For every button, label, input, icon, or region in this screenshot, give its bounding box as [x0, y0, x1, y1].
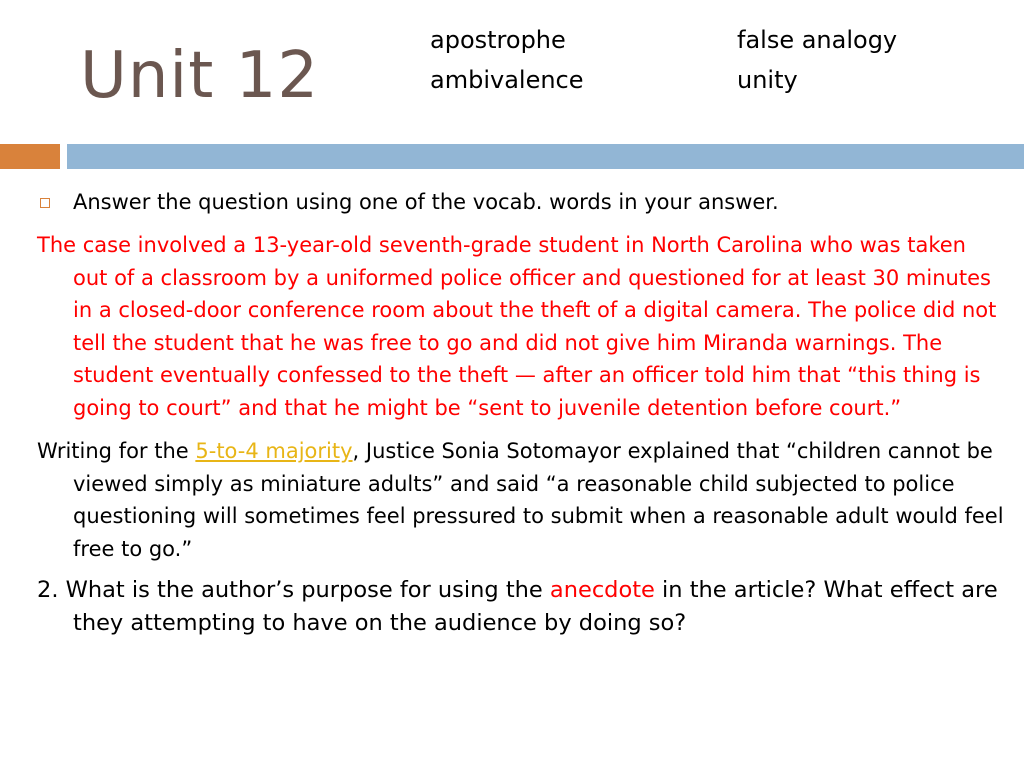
question-2	[37, 574, 1007, 639]
question-highlight-anecdote: anecdote	[549, 577, 655, 603]
instruction-bullet	[37, 186, 1007, 218]
writing-suffix: , Justice Sonia Sotomayor explained that “children cannot be viewed simply as miniature adults” and said “a reasonable child subjected to police questioning will sometimes feel pressured to submit when a reasonable adult would feel free to go.”	[73, 439, 1004, 561]
case-passage: The case involved a 13-year-old seventh-grade student in North Carolina who was taken out of a classroom by a uniformed police officer and questioned for at least 30 minutes in a closed-door conference room about the theft of a digital camera. The police did not tell the student that he was free to go and did not give him Miranda warnings. The student eventually confessed to the theft — after an officer told him that “this thing is going to court” and that he might be “sent to juvenile detention before court.”	[37, 233, 997, 420]
vocab-word-false-analogy: false analogy	[737, 26, 898, 54]
vocab-word-ambivalence: ambivalence	[430, 66, 584, 94]
slide-content	[37, 186, 1007, 639]
question-suffix: in the article? What effect are they attempting to have on the audience by doing so?	[73, 577, 998, 636]
vocab-word-unity: unity	[737, 66, 798, 94]
sotomayor-paragraph	[37, 435, 1007, 565]
header-accent-bar-orange	[0, 144, 60, 169]
writing-prefix: Writing for the	[37, 439, 196, 463]
question-prefix: 2. What is the author’s purpose for using the	[37, 577, 550, 603]
square-bullet-icon	[40, 198, 50, 208]
majority-link[interactable]: 5-to-4 majority	[195, 439, 353, 463]
vocab-word-apostrophe: apostrophe	[430, 26, 566, 54]
header-accent-bar-blue	[67, 144, 1024, 169]
page-title: Unit 12	[80, 39, 320, 113]
instruction-text: Answer the question using one of the vocab. words in your answer.	[73, 190, 779, 214]
